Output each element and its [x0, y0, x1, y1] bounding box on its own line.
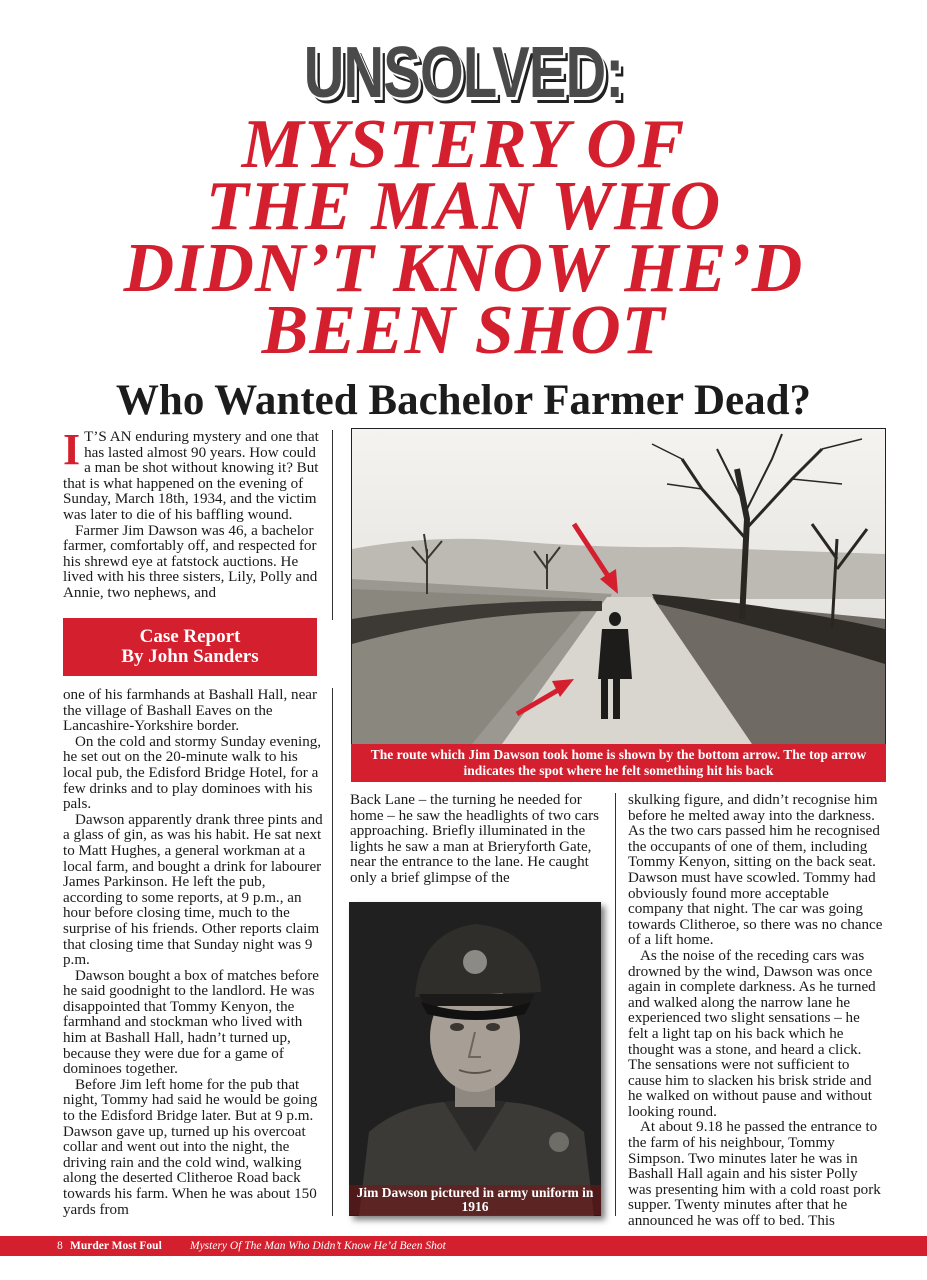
- column-divider: [615, 793, 616, 1216]
- paragraph: one of his farmhands at Bashall Hall, near the village of Bashall Eaves on the Lancashire-Yorkshire border.: [63, 687, 317, 735]
- magazine-title: Murder Most Foul: [70, 1240, 162, 1252]
- headline: [40, 106, 887, 369]
- drop-cap: I: [63, 425, 81, 474]
- column-1-top: [63, 425, 323, 602]
- subheadline: Who Wanted Bachelor Farmer Dead?: [115, 377, 812, 424]
- paragraph: skulking figure, and didn’t recognise him before he melted away into the darkness. As the two cars passed him he recognised the occupants of one of them, including Tommy Kenyon, sitting on the back seat. Dawson must have scowled. Tommy had obviously found more acceptable company that night. The car was going towards Clitheroe, so there was no chance of a lift home.: [628, 792, 883, 949]
- paragraph-text: T’S AN enduring mystery and one that has lasted almost 90 years. How could a man be shot without knowing it? But that is what happened on the evening of Sunday, March 18th, 1934, and the victim was later to die of his baffling wound.: [63, 429, 319, 523]
- page-number: 8: [57, 1240, 63, 1252]
- paragraph: Dawson bought a box of matches before he said goodnight to the landlord. He was disappointed that Tommy Kenyon, the farmhand and stockman who lived with him at Bashall Hall, hadn’t turned up, because they were due for a game of dominoes together.: [63, 967, 319, 1078]
- road-photo-illustration: [352, 429, 885, 744]
- byline-author: By John Sanders: [121, 646, 259, 667]
- paragraph: On the cold and stormy Sunday evening, he set out on the 20-minute walk to his local pub, the Edisford Bridge Hotel, for a few drinks and to play dominoes with his pals.: [63, 733, 322, 813]
- road-photo: [351, 428, 886, 745]
- paragraph: [63, 425, 323, 524]
- column-divider: [332, 688, 333, 1216]
- portrait-photo: [349, 902, 601, 1216]
- column-divider: [332, 430, 333, 620]
- paragraph: As the noise of the receding cars was drowned by the wind, Dawson was once again in complete darkness. As he turned and walked along the narrow lane he experienced two slight sensations – he felt a light tap on his back which he thought was a stone, and heard a click. The sensations were not sufficient to cause him to slacken his brisk stride and he walked on without pause and without looking round.: [628, 947, 876, 1120]
- column-3: [628, 793, 883, 1230]
- paragraph: Dawson apparently drank three pints and a glass of gin, as was his habit. He sat next to Matt Hughes, a general workman at a local farm, and bought a drink for labourer James Parkinson. He left the pub, according to some reports, at 9 p.m., an hour before closing time, much to the surprise of his friends. Other reports claim that closing time that Sunday night was 9 p.m.: [63, 811, 323, 969]
- article-title: Mystery Of The Man Who Didn’t Know He’d Been Shot: [190, 1240, 446, 1252]
- paragraph: Farmer Jim Dawson was 46, a bachelor farmer, comfortably off, and respected for his shrewd eye at fatstock auctions. He lived with his three sisters, Lily, Polly and Annie, two nephews, and: [63, 522, 318, 601]
- column-1-bottom: [63, 688, 323, 1218]
- headline-line: THE MAN WHO: [205, 168, 722, 245]
- byline-label: Case Report: [139, 626, 241, 647]
- paragraph: Back Lane – the turning he needed for home – he saw the headlights of two cars approaching. Briefly illuminated in the lights he saw a man at Brieryforth Gate, near the entrance to the lane. He caught only a brief glimpse of the: [350, 792, 599, 886]
- paragraph: Before Jim left home for the pub that night, Tommy had said he would be going to the Edisford Bridge later. But at 9 p.m. Dawson gave up, turned up his overcoat collar and went out into the night, the driving rain and the cold wind, walking along the deserted Clitheroe Road back towards his farm. When he was about 150 yards from: [63, 1076, 318, 1218]
- road-photo-caption: The route which Jim Dawson took home is shown by the bottom arrow. The top arrow indicates the spot where he felt something hit his back: [351, 744, 886, 782]
- portrait-caption: Jim Dawson pictured in army uniform in 1916: [349, 1185, 601, 1215]
- kicker-title: UNSOLVED:: [303, 33, 624, 113]
- page-footer: [0, 1236, 927, 1256]
- headline-line: DIDN’T KNOW HE’D: [123, 230, 804, 307]
- headline-line: BEEN SHOT: [261, 292, 666, 369]
- portrait-illustration: [349, 902, 601, 1216]
- byline-box: [63, 618, 317, 676]
- headline-line: MYSTERY OF: [241, 106, 686, 183]
- column-2: [350, 793, 605, 887]
- paragraph: At about 9.18 he passed the entrance to the farm of his neighbour, Tommy Simpson. Two minutes later he was in Bashall Hall again and his sister Polly was presenting him with a cold roast pork supper. Twenty minutes after that he announced he was off to bed. This: [628, 1119, 881, 1230]
